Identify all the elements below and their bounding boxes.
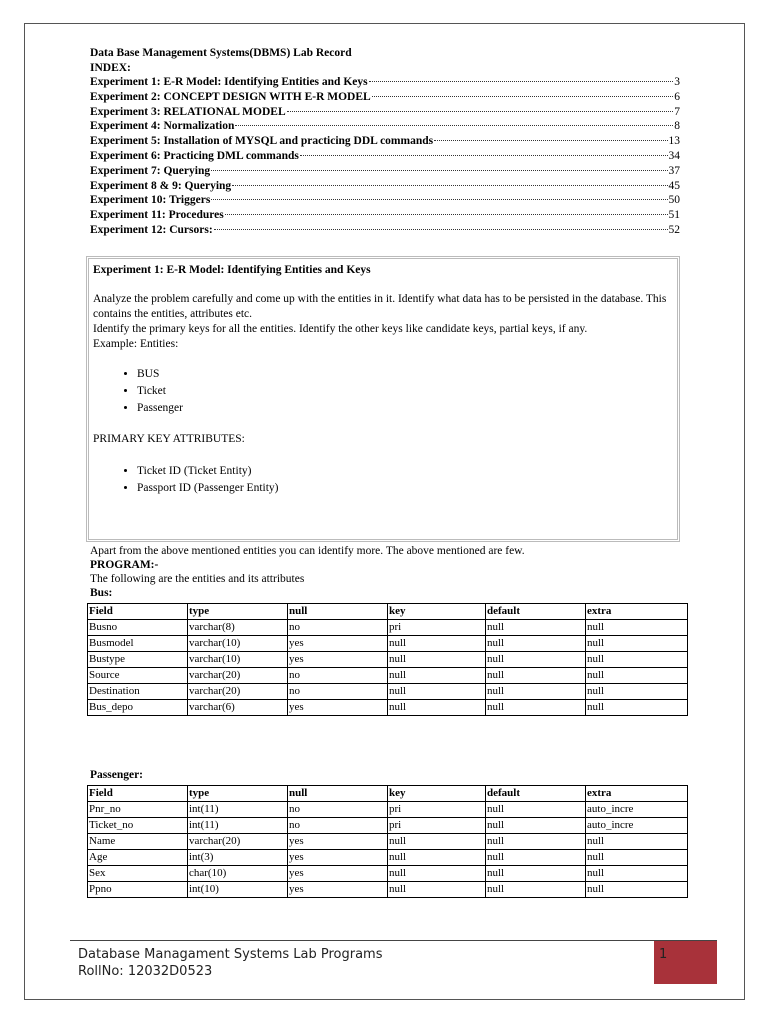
index-item-page: 37 [668,164,680,177]
table-cell: Bustype [88,652,188,668]
table-cell: null [486,850,586,866]
index-item-label: Experiment 12: Cursors: [90,223,213,236]
index-item-label: Experiment 1: E-R Model: Identifying Entities and Keys [90,76,368,88]
index-item[interactable] [90,164,680,179]
table-cell: null [486,802,586,818]
table-cell: null [486,882,586,898]
index-item-label: Experiment 10: Triggers [90,194,211,207]
table-cell: null [586,668,688,684]
index-item-label: Experiment 2: CONCEPT DESIGN WITH E-R MODEL [90,90,371,103]
table-cell: varchar(20) [188,684,288,700]
column-header: key [388,786,486,802]
table-cell: null [586,850,688,866]
leader-dots [235,125,673,126]
extra-note: Apart from the above mentioned entities you can identify more. The above mentioned are few. [90,545,525,557]
document-title: Data Base Management Systems(DBMS) Lab Record [90,47,352,59]
leader-dots [300,155,668,156]
table-cell: Destination [88,684,188,700]
table-cell: pri [388,620,486,636]
table-cell: yes [288,866,388,882]
table-row [88,652,688,668]
table-row [88,802,688,818]
index-item-label: Experiment 3: RELATIONAL MODEL [90,105,286,118]
index-list [90,75,680,238]
index-section [90,46,680,238]
list-item: • Passenger [137,400,673,417]
index-item-page: 13 [668,135,680,148]
entities-intro: The following are the entities and its attributes [90,573,305,585]
table-cell: null [388,834,486,850]
index-item-label: Experiment 7: Querying [90,164,211,177]
table-row [88,700,688,716]
page-number: 1 [654,941,717,984]
leader-dots [225,214,668,215]
column-header: Field [88,604,188,620]
table-row [88,850,688,866]
table-cell: no [288,668,388,684]
table-row [88,668,688,684]
table-cell: pri [388,818,486,834]
table-cell: null [586,636,688,652]
index-item-page: 8 [674,120,680,133]
leader-dots [287,111,674,112]
table-cell: varchar(6) [188,700,288,716]
table-cell: null [586,684,688,700]
index-item-label: Experiment 8 & 9: Querying [90,179,232,192]
experiment1-para3: Example: Entities: [93,338,179,350]
index-item-page: 52 [668,223,680,236]
leader-dots [211,170,667,171]
index-item-page: 7 [674,105,680,118]
index-item[interactable] [90,105,680,120]
list-item: • Passport ID (Passenger Entity) [137,480,673,497]
table-cell: yes [288,652,388,668]
table-cell: null [586,834,688,850]
list-item: • BUS [137,366,673,383]
table-cell: null [586,620,688,636]
index-item-page: 34 [668,149,680,162]
index-item-label: Experiment 11: Procedures [90,209,224,222]
table-cell: Bus_depo [88,700,188,716]
table-cell: int(11) [188,802,288,818]
table-cell: varchar(10) [188,636,288,652]
table-cell: null [388,850,486,866]
table-row [88,866,688,882]
index-item-label: Experiment 4: Normalization [90,120,235,133]
bus-label: Bus: [90,587,113,599]
column-header: null [288,604,388,620]
table-cell: null [388,636,486,652]
entity-list [93,366,673,417]
column-header: Field [88,786,188,802]
index-item[interactable] [90,75,680,90]
table-header-row [88,604,688,620]
pk-heading: PRIMARY KEY ATTRIBUTES: [93,433,245,445]
table-cell: varchar(10) [188,652,288,668]
program-section [90,544,680,600]
footer-rollno: RollNo: 12032D0523 [78,964,213,979]
table-cell: null [388,700,486,716]
table-cell: null [388,882,486,898]
leader-dots [372,96,674,97]
index-item[interactable] [90,119,680,134]
index-item[interactable] [90,134,680,149]
table-cell: Busno [88,620,188,636]
table-cell: yes [288,834,388,850]
table-cell: yes [288,882,388,898]
table-cell: no [288,818,388,834]
index-item[interactable] [90,193,680,208]
table-cell: null [586,882,688,898]
leader-dots [211,199,667,200]
table-cell: Age [88,850,188,866]
table-row [88,636,688,652]
table-cell: Source [88,668,188,684]
table-cell: Ppno [88,882,188,898]
table-cell: no [288,684,388,700]
table-cell: varchar(20) [188,668,288,684]
table-cell: null [586,652,688,668]
table-cell: yes [288,700,388,716]
index-item-page: 6 [674,90,680,103]
table-cell: null [388,866,486,882]
table-cell: null [586,866,688,882]
table-cell: null [486,700,586,716]
table-cell: null [486,866,586,882]
table-cell: int(10) [188,882,288,898]
footer-divider [70,940,717,941]
index-item[interactable] [90,223,680,238]
leader-dots [214,229,668,230]
table-row [88,882,688,898]
table-cell: null [388,684,486,700]
index-item[interactable] [90,179,680,194]
list-item: • Ticket ID (Ticket Entity) [137,463,673,480]
table-cell: null [486,652,586,668]
column-header: default [486,604,586,620]
leader-dots [434,140,667,141]
table-cell: Sex [88,866,188,882]
table-cell: null [486,668,586,684]
passenger-label: Passenger: [90,769,144,781]
table-cell: Name [88,834,188,850]
index-item-page: 45 [668,179,680,192]
table-cell: yes [288,850,388,866]
experiment1-para2: Identify the primary keys for all the entities. Identify the other keys like candidate keys, partial keys, if any. [93,323,588,335]
footer [78,946,383,980]
index-heading: INDEX: [90,61,131,74]
table-row [88,818,688,834]
index-item-label: Experiment 6: Practicing DML commands [90,149,299,162]
column-header: null [288,786,388,802]
index-item-page: 50 [668,194,680,207]
leader-dots [369,81,674,82]
leader-dots [232,185,667,186]
table-cell: Busmodel [88,636,188,652]
table-cell: no [288,620,388,636]
table-cell: varchar(20) [188,834,288,850]
table-cell: int(11) [188,818,288,834]
experiment1-title: Experiment 1: E-R Model: Identifying Entities and Keys [93,264,371,276]
table-cell: null [388,668,486,684]
table-cell: Pnr_no [88,802,188,818]
table-cell: null [486,818,586,834]
table-cell: int(3) [188,850,288,866]
experiment1-para1: Analyze the problem carefully and come up with the entities in it. Identify what data has to be persisted in the database. This contains the entities, attributes etc. [93,293,667,320]
table-header-row [88,786,688,802]
table-cell: varchar(8) [188,620,288,636]
index-item[interactable] [90,90,680,105]
column-header: key [388,604,486,620]
table-cell: auto_incre [586,818,688,834]
pk-list [93,463,673,497]
experiment1-box [86,256,680,542]
column-header: default [486,786,586,802]
table-cell: null [486,636,586,652]
bus-table [87,603,688,716]
table-cell: no [288,802,388,818]
table-cell: null [486,620,586,636]
passenger-table [87,785,688,898]
table-cell: pri [388,802,486,818]
table-cell: yes [288,636,388,652]
column-header: type [188,786,288,802]
table-cell: char(10) [188,866,288,882]
list-item: • Ticket [137,383,673,400]
table-cell: Ticket_no [88,818,188,834]
table-cell: null [486,684,586,700]
program-label: PROGRAM:- [90,559,159,571]
table-cell: null [388,652,486,668]
table-row [88,684,688,700]
column-header: extra [586,786,688,802]
table-row [88,620,688,636]
index-item-page: 3 [674,76,680,88]
footer-course: Database Managament Systems Lab Programs [78,947,383,962]
column-header: type [188,604,288,620]
index-item-page: 51 [668,209,680,222]
index-item-label: Experiment 5: Installation of MYSQL and practicing DDL commands [90,135,434,148]
table-cell: null [486,834,586,850]
table-cell: null [586,700,688,716]
table-row [88,834,688,850]
table-cell: auto_incre [586,802,688,818]
index-item[interactable] [90,149,680,164]
column-header: extra [586,604,688,620]
index-item[interactable] [90,208,680,223]
